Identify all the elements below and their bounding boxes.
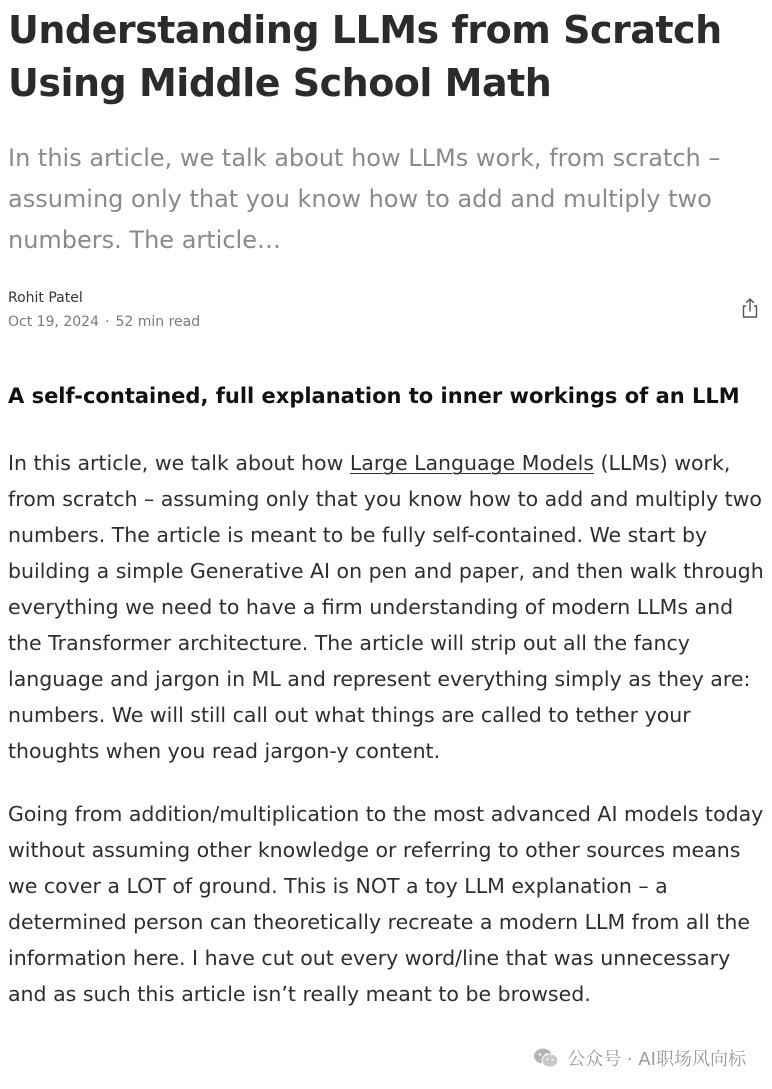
meta-separator: · <box>105 314 110 330</box>
publish-date: Oct 19, 2024 <box>8 314 99 330</box>
read-time: 52 min read <box>115 314 201 330</box>
article-page <box>8 0 764 1012</box>
body-paragraph-2: Going from addition/multiplication to the most advanced AI models today without assuming other knowledge or referring to other sources means we cover a LOT of ground. This is NOT a toy LLM explanation – a determined person can theoretically recreate a modern LLM from all the information here. I have cut out every word/line that was unnecessary and as such this article isn’t really meant to be browsed. <box>8 802 764 1006</box>
article-title-line1: Understanding LLMs from Scratch <box>8 8 722 52</box>
share-icon <box>740 297 760 319</box>
author-name[interactable]: Rohit Patel <box>8 290 83 306</box>
article-title <box>8 0 764 110</box>
wechat-icon <box>533 1047 559 1069</box>
para1-text-start: In this article, we talk about how <box>8 451 350 475</box>
article-title-line2: Using Middle School Math <box>8 61 552 105</box>
watermark-text: 公众号 · AI职场风向标 <box>567 1049 746 1070</box>
body-paragraph-1 <box>8 445 766 769</box>
article-subtitle: In this article, we talk about how LLMs work, from scratch – assuming only that you know how to add and multiply two numbers. The article… <box>8 144 721 254</box>
section-heading: A self-contained, full explanation to inner workings of an LLM <box>8 384 740 408</box>
share-button[interactable] <box>740 297 760 319</box>
byline <box>8 289 764 349</box>
llm-link[interactable]: Large Language Models <box>349 451 594 475</box>
watermark <box>529 1043 750 1073</box>
para1-text-end: (LLMs) work, from scratch – assuming only that you know how to add and multiply two numbers. The article is meant to be fully self-contained. We start by building a simple Generative AI on pen and paper, and then walk through everything we need to have a firm understanding of modern LLMs and the Transformer architecture. The article will strip out all the fancy language and jargon in ML and represent everything simply as they are: numbers. We will still call out what things are called to tether your thoughts when you read jargon-y content. <box>8 451 764 763</box>
article-meta <box>8 313 764 331</box>
